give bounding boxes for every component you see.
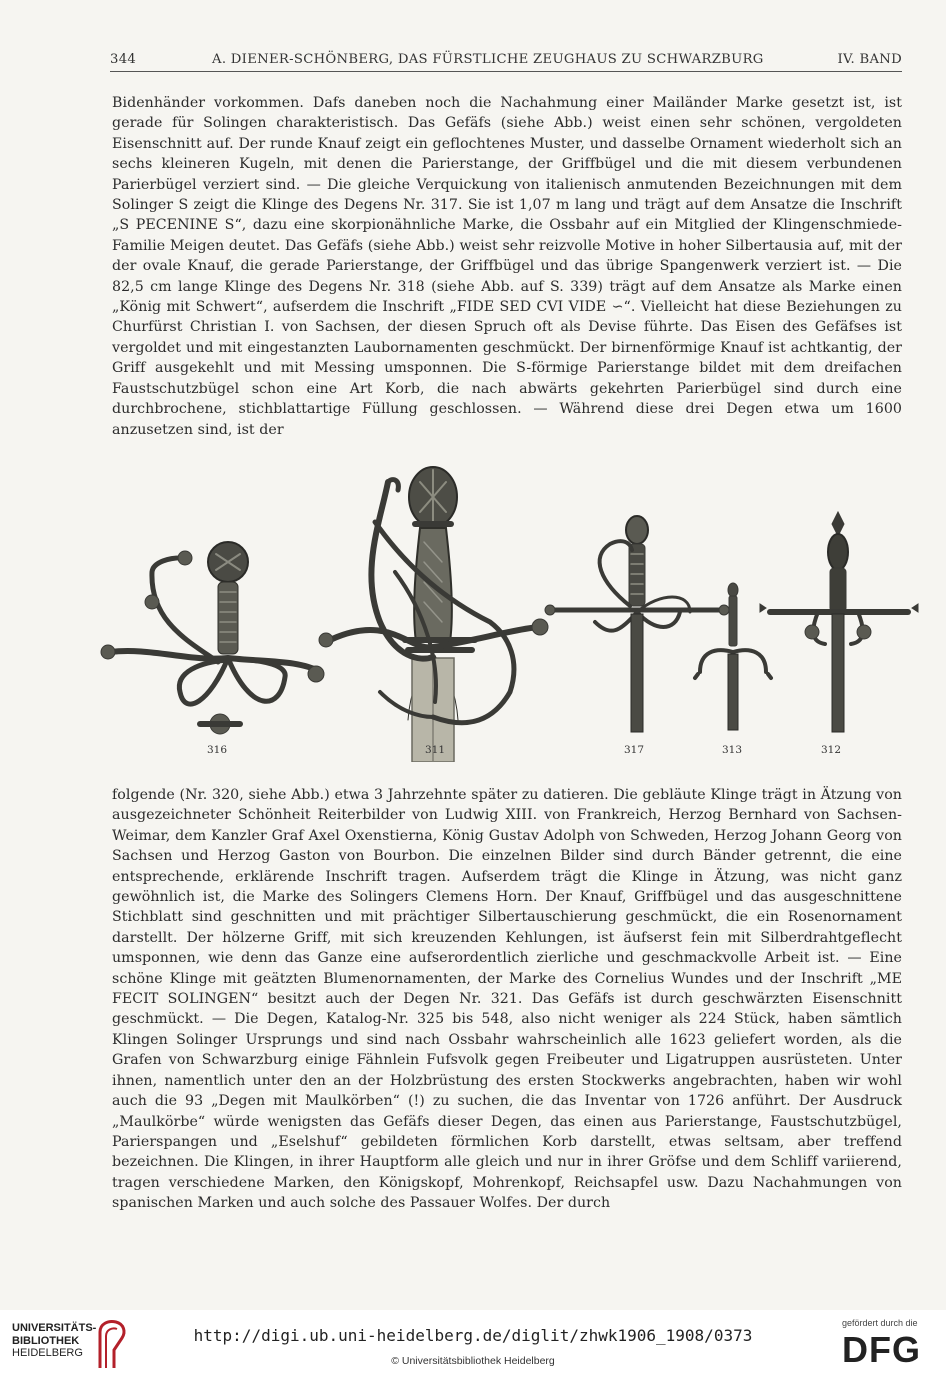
permalink-url[interactable]: http://digi.ub.uni-heidelberg.de/diglit/zhwk1906_1908/0373 (193, 1326, 753, 1345)
sword-311-image (319, 467, 548, 762)
header-rule (110, 71, 902, 72)
dfg-logo[interactable]: DFG (842, 1329, 921, 1370)
running-title: A. DIENER-SCHÖNBERG, DAS FÜRSTLICHE ZEUGHAUS ZU SCHWARZBURG (212, 52, 764, 67)
library-line-1: UNIVERSITÄTS- (12, 1322, 97, 1334)
library-line-2: BIBLIOTHEK (12, 1334, 80, 1347)
library-line-3: HEIDELBERG (12, 1347, 83, 1359)
sword-316-image (101, 542, 324, 734)
caption-311: 311 (425, 744, 446, 756)
funded-by-label: gefördert durch die (842, 1318, 918, 1328)
swords-illustration (90, 462, 920, 762)
page-number: 344 (110, 52, 137, 67)
sword-317-image (545, 516, 729, 732)
copyright-notice: © Universitätsbibliothek Heidelberg (391, 1355, 555, 1367)
body-paragraph-1: Bidenhänder vorkommen. Dafs daneben noch die Nachahmung einer Mailänder Marke gesetzt ist, ist gerade für Solingen charakteristisch. Das Gefäfs (siehe Abb.) weist einen sehr schönen, vergoldeten Eisenschnitt auf. Der runde Knauf zeigt ein geflochtenes Muster, und dasselbe Ornament wiederholt sich an sechs kleineren Kugeln, mit denen die Parierstange, der Griffbügel und die mit diesem verbundenen Parierbügel verziert sind. — Die gleiche Verquickung von italienisch anmutenden Bezeichnungen mit dem Solinger S zeigt die Klinge des Degens Nr. 317. Sie ist 1,07 m lang und trägt auf dem Ansatze die Inschrift „S PECENINE S“, dazu eine skorpionähnliche Marke, die Ossbahr auf ein Mitglied der Klingenschmiede-Familie Meigen deutet. Das Gefäfs (siehe Abb.) weist sehr reizvolle Motive in hoher Silbertausia auf, mit der der ovale Knauf, die gerade Parierstange, der Griffbügel und das übrige Spangenwerk verziert ist. — Die 82,5 cm lange Klinge des Degens Nr. 318 (siehe Abb. auf S. 339) trägt auf dem Ansatze als Marke einen „König mit Schwert“, aufserdem die Inschrift „FIDE SED CVI VIDE ∽“. Vielleicht hat diese Beziehungen zu Churfürst Christian I. von Sachsen, der diesen Spruch oft als Devise führte. Das Eisen des Gefäfses ist vergoldet und mit eingestanzten Laubornamenten geschmückt. Der birnenförmige Knauf ist achtkantig, der Griff ausgekehlt und mit Messing umsponnen. Die S-förmige Parierstange bildet mit dem dreifachen Faustschutzbügel schon eine Art Korb, die nach abwärts gekehrten Parierbügel sind durch eine durchbrochene, stichblattartige Füllung geschlossen. — Während diese drei Degen etwa um 1600 anzusetzen sind, ist der (112, 95, 902, 438)
caption-316: 316 (207, 744, 228, 756)
swords-figure (90, 462, 920, 762)
caption-317: 317 (624, 744, 645, 756)
caption-313: 313 (722, 744, 743, 756)
caption-312: 312 (821, 744, 842, 756)
sword-312-image (760, 512, 918, 732)
volume-label: IV. BAND (837, 52, 902, 67)
body-paragraph-2: folgende (Nr. 320, siehe Abb.) etwa 3 Jahrzehnte später zu datieren. Die gebläute Klinge trägt in Ätzung von ausgezeichneter Schönheit Reiterbilder von Ludwig XIII. von Frankreich, Herzog Bernhard von Sachsen-Weimar, dem Kanzler Graf Axel Oxenstierna, König Gustav Adolph von Schweden, Herzog Johann Georg von Sachsen und Herzog Gaston von Bourbon. Die einzelnen Bilder sind durch Bänder getrennt, die eine entsprechende, erklärende Inschrift tragen. Aufserdem trägt die Klinge in Ätzung, was nicht ganz gewöhnlich ist, die Marke des Solingers Clemens Horn. Der Knauf, Griffbügel und das ausgeschnittene Stichblatt sind geschnitten und mit prächtiger Silbertauschierung geschmückt, die ein Rosenornament darstellt. Der hölzerne Griff, mit sich kreuzenden Kehlungen, ist äufserst fein mit Silberdrahtgeflecht umsponnen, wie denn das Ganze eine aufserordentlich zierliche und geschmackvolle Arbeit ist. — Eine schöne Klinge mit geätzten Blumenornamenten, der Marke des Cornelius Wundes und der Inschrift „ME FECIT SOLINGEN“ besitzt auch der Degen Nr. 321. Das Gefäfs ist durch geschwärzten Eisenschnitt geschmückt. — Die Degen, Katalog-Nr. 325 bis 548, also nicht weniger als 224 Stück, haben sämtlich Klingen Solinger Ursprungs und sind nach Ossbahr wahrscheinlich alle 1623 geliefert worden, als die Grafen von Schwarzburg einige Fähnlein Fufsvolk gegen Freibeuter und Ligatruppen ausrüsteten. Unter ihnen, namentlich unter den an der Holzbrüstung des ersten Stockwerks angebrachten, haben wir wohl auch die 93 „Degen mit Maulkörben“ (!) zu suchen, die das Inventar von 1726 anführt. Der Ausdruck „Maulkörbe“ würde wenigsten das Gefäfs dieser Degen, das einen aus Parierstange, Faustschutzbügel, Parierspangen und „Eselshuf“ gebildeten förmlichen Korb darstellt, etwas seltsam, aber treffend bezeichnen. Die Klingen, in ihrer Hauptform alle gleich und nur in ihrer Gröfse und dem Schliff variierend, tragen verschiedene Marken, den Königskopf, Mohrenkopf, Reichsapfel usw. Dazu Nachahmungen von spanischen Marken und auch solche des Passauer Wolfes. Der durch (112, 787, 902, 1212)
